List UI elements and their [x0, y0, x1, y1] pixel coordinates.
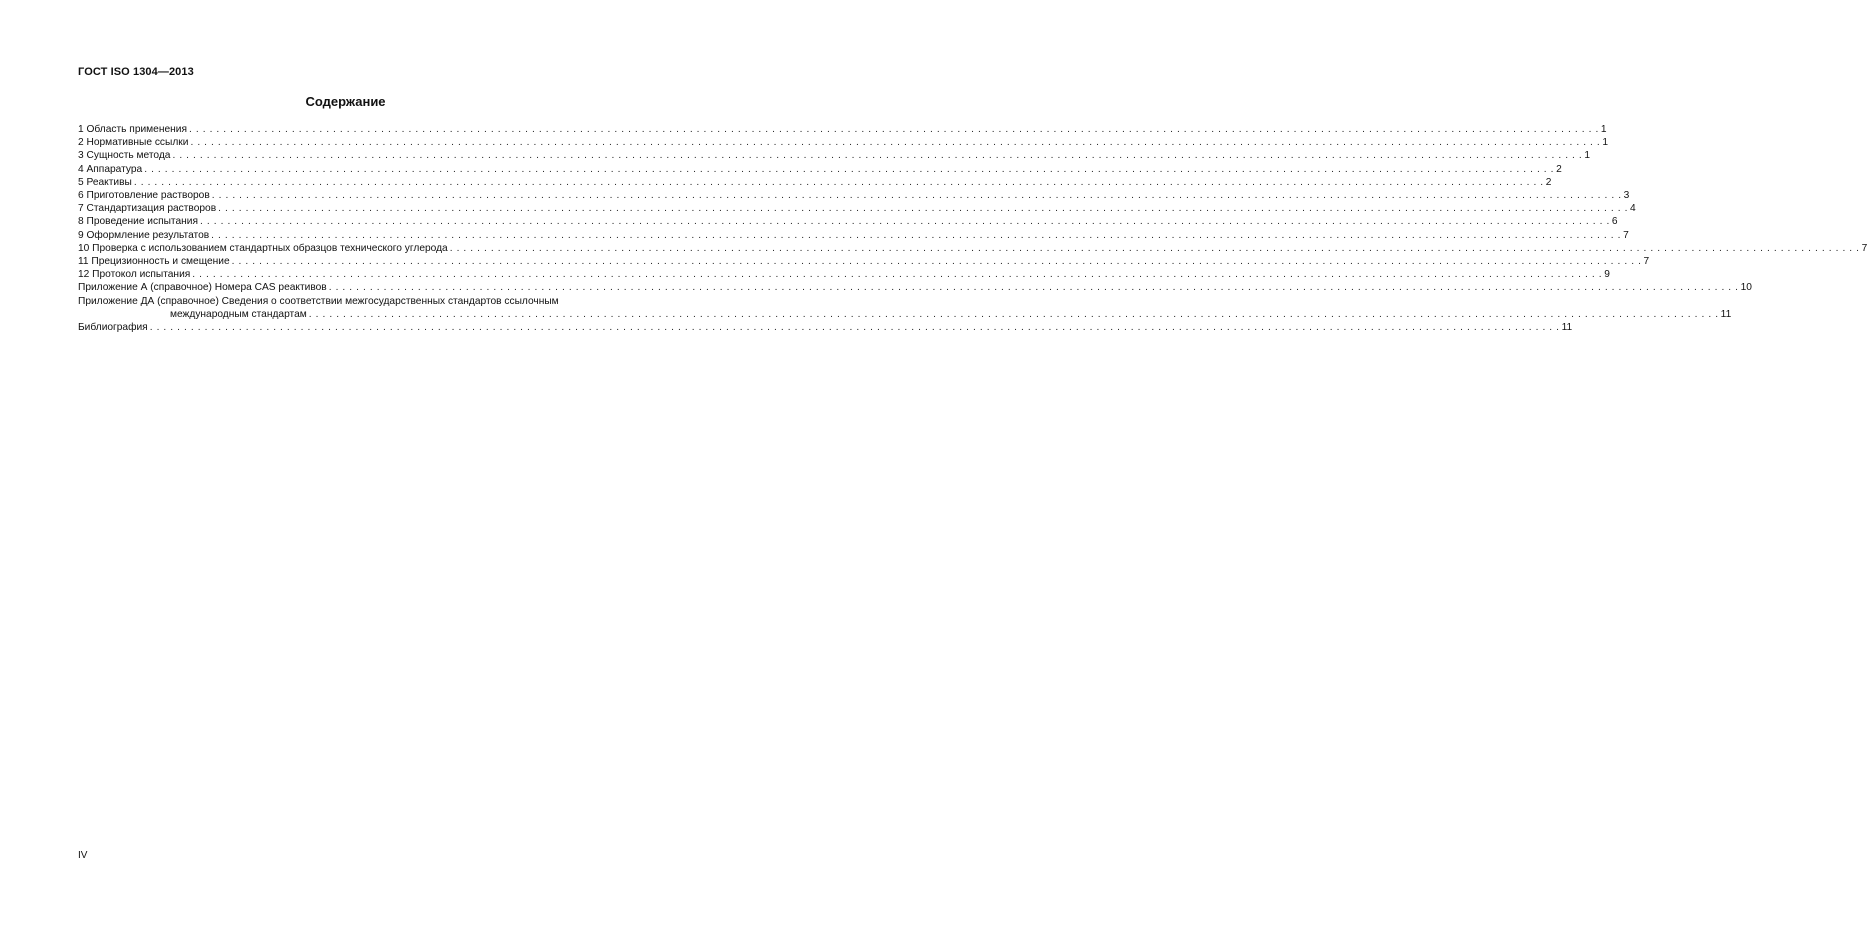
- toc-entry-label: 5 Реактивы: [78, 176, 132, 188]
- toc-leader-dots: [218, 202, 1628, 215]
- toc-entry-page: 9: [1604, 269, 1610, 281]
- toc-entry-page: 4: [1630, 203, 1636, 215]
- toc-entry-label: 6 Приготовление растворов: [78, 190, 210, 202]
- toc-leader-dots: [190, 136, 1600, 149]
- toc-entry: [78, 268, 1610, 281]
- toc-entry-label: Приложение А (справочное) Номера CAS реактивов: [78, 282, 327, 294]
- toc-entry-label: 3 Сущность метода: [78, 150, 171, 162]
- table-of-contents: [78, 123, 1867, 334]
- toc-entry-page: 3: [1623, 190, 1630, 202]
- toc-entry: [78, 163, 1562, 176]
- toc-leader-dots: [172, 149, 1582, 162]
- toc-entry: [78, 136, 1609, 149]
- toc-leader-dots: [232, 255, 1642, 268]
- toc-entry-page: 10: [1740, 282, 1752, 294]
- toc-entry-label: 8 Проведение испытания: [78, 216, 198, 228]
- toc-entry-page: 6: [1611, 216, 1618, 228]
- toc-leader-dots: [329, 281, 1739, 294]
- toc-entry: [78, 202, 1636, 215]
- toc-entry-label: 9 Оформление результатов: [78, 229, 210, 241]
- toc-entry-label: международным стандартам: [170, 308, 307, 320]
- toc-entry-label: 2 Нормативные ссылки: [78, 137, 189, 149]
- toc-leader-dots: [212, 189, 1622, 202]
- toc-entry: [78, 189, 1630, 202]
- toc-leader-dots: [309, 308, 1719, 321]
- toc-entry-page: 1: [1600, 124, 1607, 135]
- toc-appendix-da-title: Приложение ДА (справочное) Сведения о соответствии межгосударственных стандартов ссылочным: [78, 295, 559, 307]
- toc-entry: [78, 176, 1552, 189]
- toc-entry: [78, 308, 1732, 321]
- page-number: IV: [78, 850, 88, 861]
- toc-entry-page: 1: [1584, 150, 1591, 162]
- toc-entry-page: 7: [1861, 242, 1867, 254]
- toc-entry-page: 7: [1623, 229, 1629, 241]
- toc-entry-label: 1 Область применения: [78, 124, 187, 135]
- toc-entry-label: Библиография: [78, 322, 148, 334]
- toc-entry: [78, 215, 1618, 228]
- toc-entry-page: 1: [1602, 137, 1609, 149]
- toc-leader-dots: [450, 242, 1860, 255]
- toc-entry-bibliography: [78, 321, 1573, 334]
- toc-leader-dots: [192, 268, 1602, 281]
- toc-entry: [78, 149, 1591, 162]
- toc-entry-page: 2: [1545, 176, 1552, 188]
- toc-entry-page: 11: [1561, 322, 1573, 334]
- toc-entry-label: 4 Аппаратура: [78, 163, 143, 175]
- toc-leader-dots: [189, 123, 1599, 136]
- toc-entry: [78, 242, 1867, 255]
- toc-entry-label: 10 Проверка с использованием стандартных образцов технического углерода: [78, 242, 448, 254]
- toc-entry: [78, 123, 1607, 136]
- toc-entry: [78, 229, 1629, 242]
- contents-title: Содержание: [305, 94, 386, 109]
- toc-leader-dots: [200, 215, 1610, 228]
- toc-leader-dots: [211, 229, 1621, 242]
- toc-entry-page: 7: [1643, 256, 1650, 268]
- toc-entry: [78, 255, 1650, 268]
- document-header: ГОСТ ISO 1304—2013: [78, 66, 194, 78]
- toc-entry-page: 11: [1720, 308, 1732, 320]
- toc-leader-dots: [134, 176, 1544, 189]
- toc-leader-dots: [150, 321, 1560, 334]
- toc-entry-label: 11 Прецизионность и смещение: [78, 256, 230, 268]
- toc-entry-label: 7 Стандартизация растворов: [78, 203, 217, 215]
- toc-entry-label: 12 Протокол испытания: [78, 269, 191, 281]
- toc-entry-page: 2: [1556, 163, 1562, 175]
- toc-entry: [78, 281, 1752, 294]
- toc-leader-dots: [144, 163, 1554, 176]
